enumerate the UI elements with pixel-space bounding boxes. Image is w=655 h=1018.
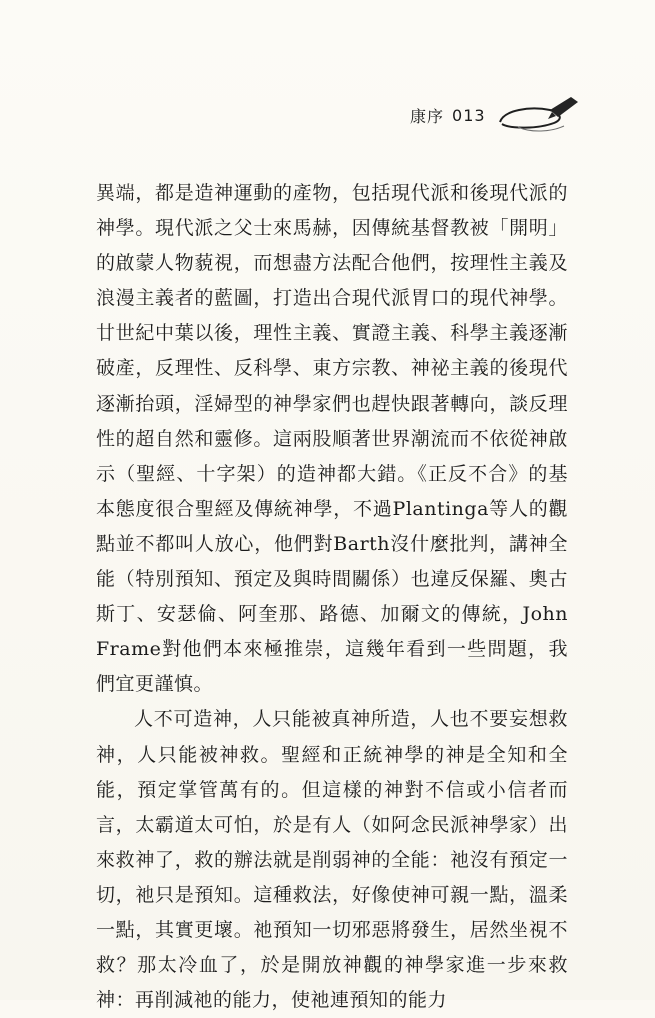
pencil-icon	[496, 95, 582, 135]
chapter-title: 康序	[410, 106, 445, 126]
paragraph-1: 異端，都是造神運動的產物，包括現代派和後現代派的神學。現代派之父士來馬赫，因傳統基督教被「開明」的啟蒙人物藐視，而想盡方法配合他們，按理性主義及浪漫主義者的藍圖，打造出合現代派胃口的現代神學。廿世紀中葉以後，理性主義、實證主義、科學主義逐漸破產，反理性、反科學、東方宗教、神祕主義的後現代逐漸抬頭，淫婦型的神學家們也趕快跟著轉向，談反理性的超自然和靈修。這兩股順著世界潮流而不依從神啟示（聖經、十字架）的造神都大錯。《正反不合》的基本態度很合聖經及傳統神學，不過Plantinga等人的觀點並不都叫人放心，他們對Barth沒什麼批判，講神全能（特別預知、預定及與時間關係）也違反保羅、奧古斯丁、安瑟倫、阿奎那、路德、加爾文的傳統，John Frame對他們本來極推崇，這幾年看到一些問題，我們宜更謹慎。	[96, 182, 568, 696]
running-header	[410, 98, 582, 132]
paragraph-2: 人不可造神，人只能被真神所造，人也不要妄想救神，人只能被神救。聖經和正統神學的神是全知和全能，預定掌管萬有的。但這樣的神對不信或小信者而言，太霸道太可怕，於是有人（如阿念民派神學家）出來救神了，救的辦法就是削弱神的全能：祂沒有預定一切，祂只是預知。這種救法，好像使神可親一點，溫柔一點，其實更壞。祂預知一切邪惡將發生，居然坐視不救？那太冷血了，於是開放神觀的神學家進一步來救神：再削減祂的能力，使祂連預知的能力	[96, 708, 568, 1012]
body-text	[96, 176, 568, 1018]
page-number: 013	[452, 105, 486, 125]
